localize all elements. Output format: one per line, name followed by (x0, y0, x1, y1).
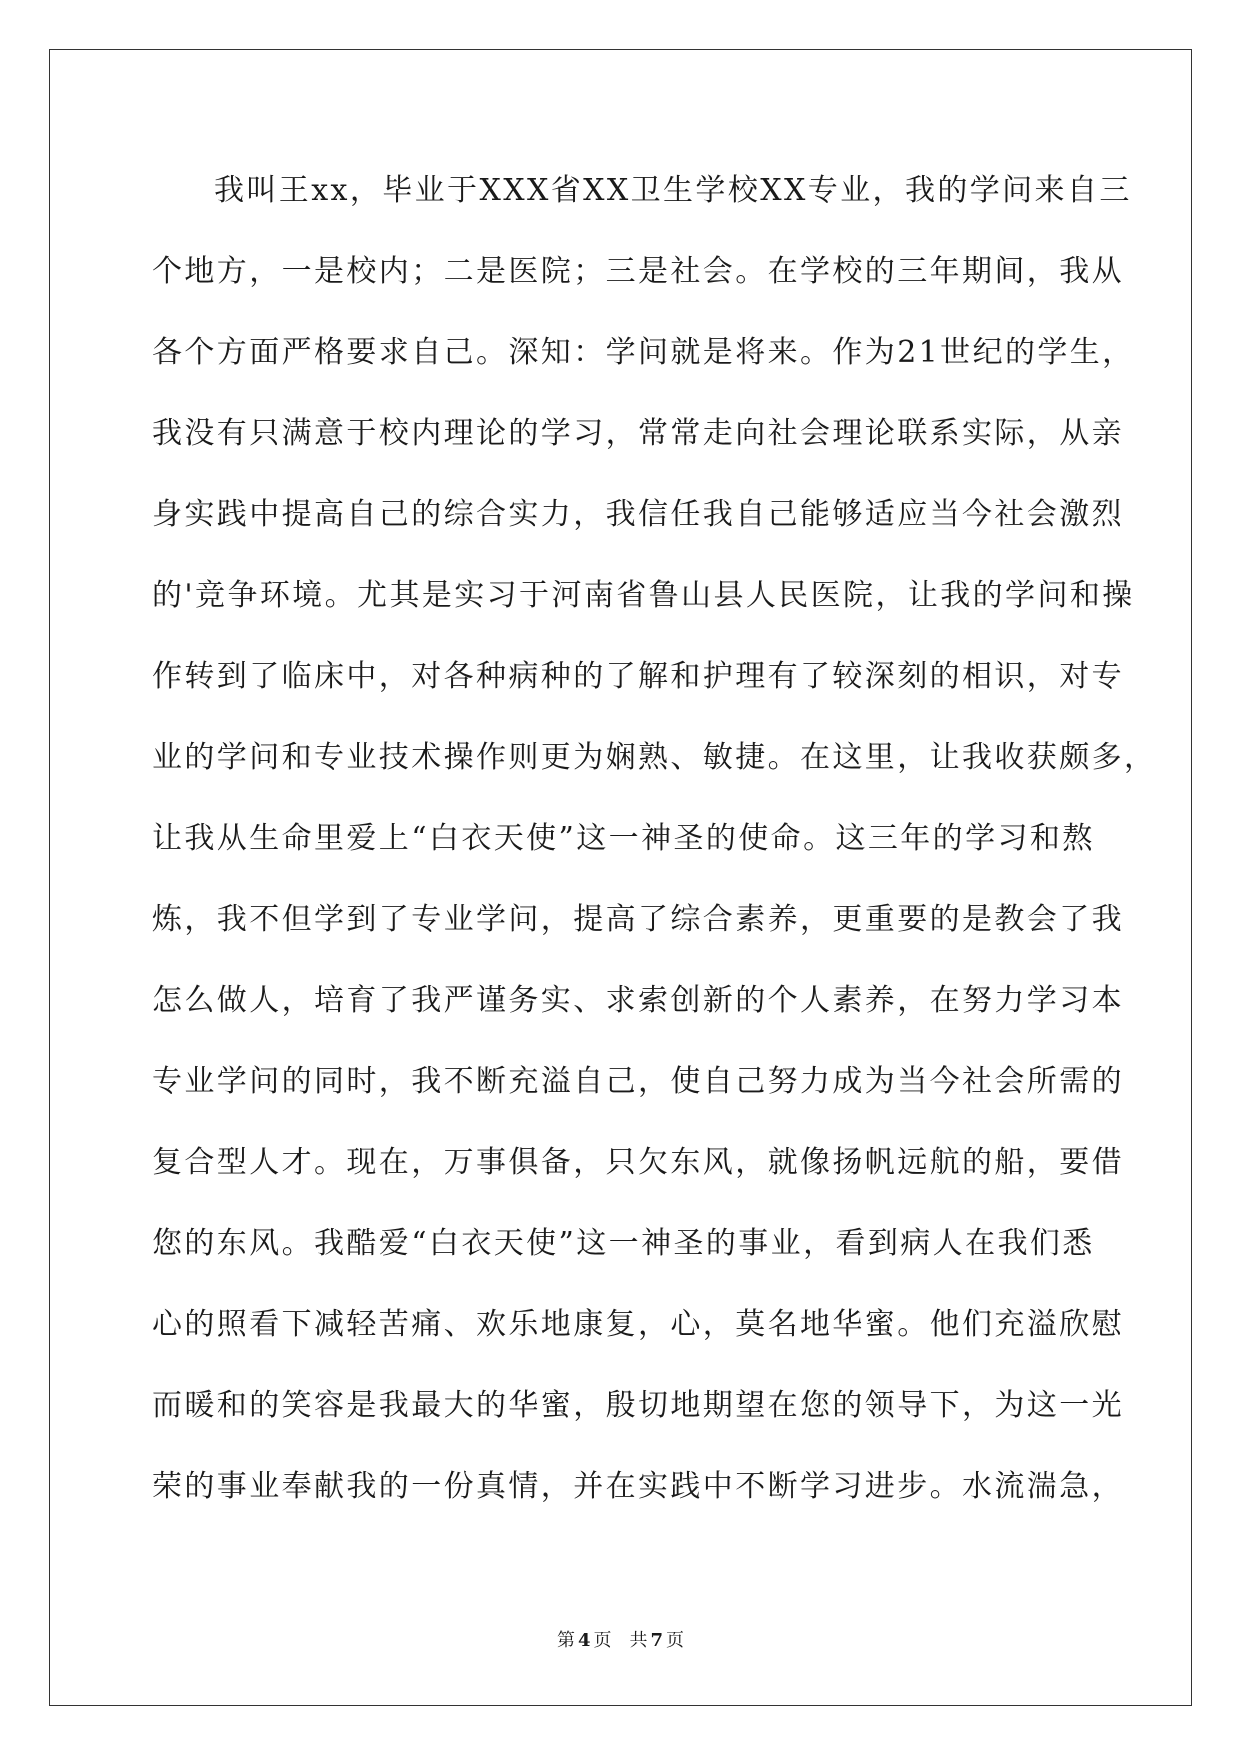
text-line: 您的东风。我酷爱“白衣天使”这一神圣的事业，看到病人在我们悉 (152, 1226, 1095, 1261)
text-line: 荣的事业奉献我的一份真情，并在实践中不断学习进步。水流湍急， (152, 1469, 1124, 1504)
text-line: 业的学问和专业技术操作则更为娴熟、敏捷。在这里，让我收获颇多， (152, 740, 1157, 775)
total-suffix: 页 (666, 1630, 685, 1651)
text-line: 身实践中提高自己的综合实力，我信任我自己能够适应当今社会激烈 (152, 497, 1124, 532)
text-line: 怎么做人，培育了我严谨务实、求索创新的个人素养，在努力学习本 (152, 983, 1124, 1018)
document-body (152, 150, 1157, 1527)
text-line: 让我从生命里爱上“白衣天使”这一神圣的使命。这三年的学习和熬 (152, 821, 1095, 856)
current-page-number: 4 (577, 1630, 591, 1651)
text-line: 专业学问的同时，我不断充溢自己，使自己努力成为当今社会所需的 (152, 1064, 1124, 1099)
text-line: 的'竞争环境。尤其是实习于河南省鲁山县人民医院，让我的学问和操 (152, 578, 1135, 613)
text-line: 各个方面严格要求自己。深知：学问就是将来。作为21世纪的学生， (152, 335, 1135, 370)
text-line: 而暖和的笑容是我最大的华蜜，殷切地期望在您的领导下，为这一光 (152, 1388, 1124, 1423)
page-prefix: 第 (556, 1630, 575, 1651)
text-line: 复合型人才。现在，万事俱备，只欠东风，就像扬帆远航的船，要借 (152, 1145, 1124, 1180)
page-suffix: 页 (593, 1630, 612, 1651)
text-line: 个地方，一是校内；二是医院；三是社会。在学校的三年期间，我从 (152, 254, 1124, 289)
total-page-count: 7 (650, 1630, 664, 1651)
total-prefix: 共 (629, 1630, 648, 1651)
text-line: 我叫王xx，毕业于XXX省XX卫生学校XX专业，我的学问来自三 (214, 173, 1132, 208)
text-line: 作转到了临床中，对各种病种的了解和护理有了较深刻的相识，对专 (152, 659, 1124, 694)
text-line: 炼，我不但学到了专业学问，提高了综合素养，更重要的是教会了我 (152, 902, 1124, 937)
text-line: 心的照看下减轻苦痛、欢乐地康复，心，莫名地华蜜。他们充溢欣慰 (152, 1307, 1124, 1342)
page-number-footer (0, 1629, 1241, 1653)
text-line: 我没有只满意于校内理论的学习，常常走向社会理论联系实际，从亲 (152, 416, 1124, 451)
